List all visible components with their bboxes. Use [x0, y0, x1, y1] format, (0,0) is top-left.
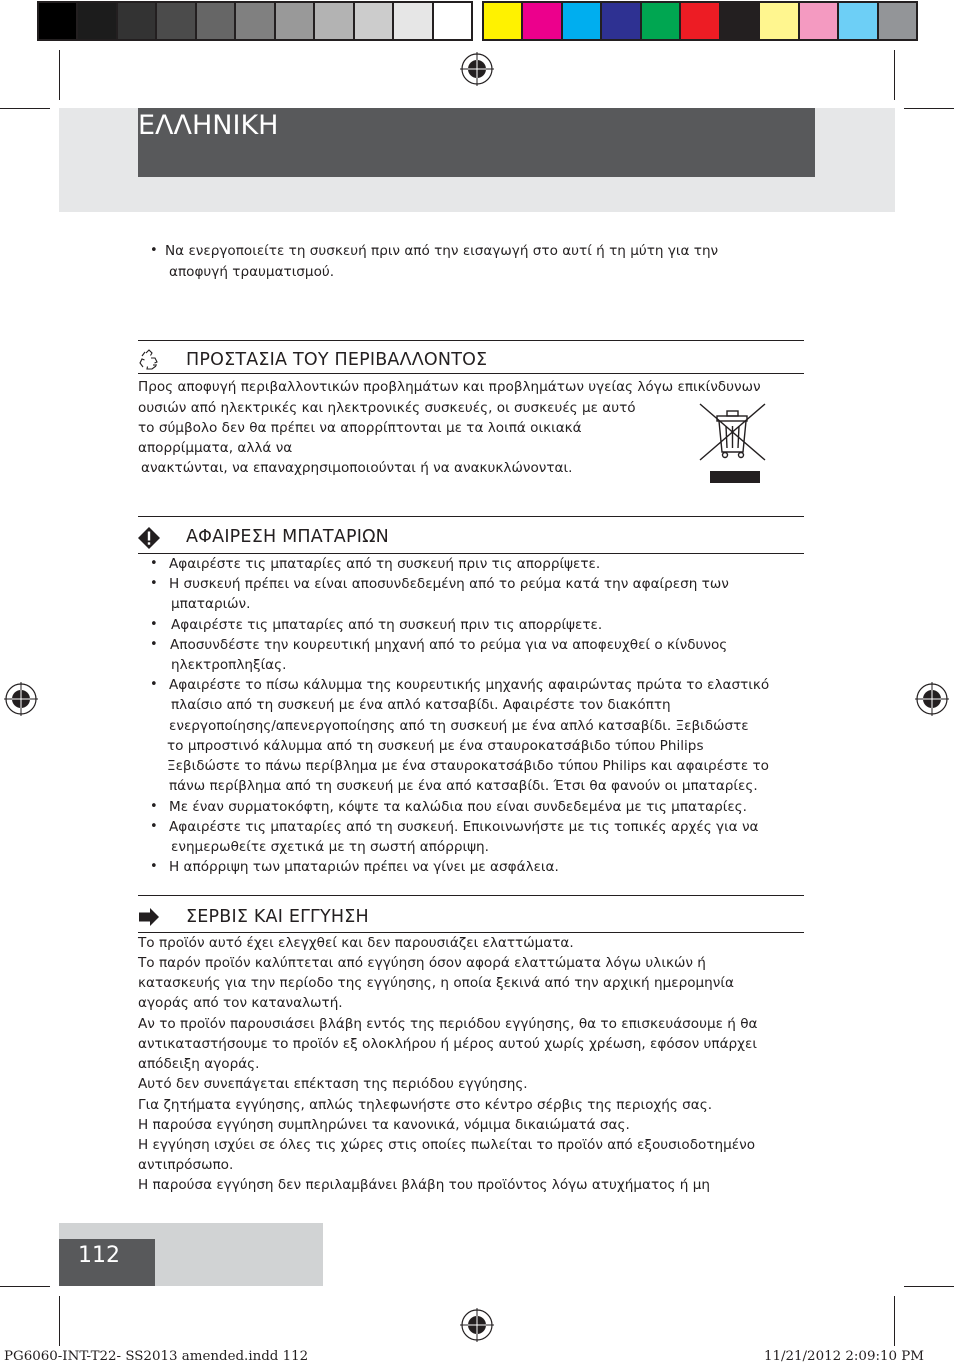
paragraph-line: αγοράς από τον καταναλωτή.: [138, 995, 343, 1011]
color-swatch: [642, 3, 681, 39]
list-item: το μπροστινό κάλυμμα από τη συσκευή με ένα σταυροκατσάβιδο τύπου Philips: [167, 738, 704, 754]
color-swatch: [681, 3, 720, 39]
list-item: Αφαιρέστε το πίσω κάλυμμα της κουρευτικής μηχανής αφαιρώντας πρώτα το ελαστικό: [169, 677, 770, 693]
bullet-icon: •: [150, 799, 158, 814]
gray-swatch: [197, 3, 236, 39]
paragraph-line: Αυτό δεν συνεπάγεται επέκταση της περιόδου εγγύησης.: [138, 1076, 528, 1092]
list-item: ενεργοποίησης/απενεργοποίησης από τη συσκευή με ένα απλό κατσαβίδι. Ξεβιδώστε: [169, 718, 749, 734]
gray-swatch: [157, 3, 196, 39]
list-item: πάνω περίβλημα από τη συσκευή με ένα από κατσαβίδι. Έτσι θα φανούν οι μπαταρίες.: [169, 778, 758, 794]
section-divider: [138, 373, 804, 374]
gray-swatch: [78, 3, 117, 39]
crop-mark: [904, 108, 954, 109]
section-heading-environment: ΠΡΟΣΤΑΣΙΑ ΤΟΥ ΠΕΡΙΒΑΛΛΟΝΤΟΣ: [186, 350, 488, 370]
footer-timestamp: 11/21/2012 2:09:10 PM: [763, 1349, 924, 1364]
process-color-bar: [482, 1, 918, 41]
list-item: Αφαιρέστε τις μπαταρίες από τη συσκευή πριν τις απορρίψετε.: [171, 617, 603, 633]
color-swatch: [879, 3, 916, 39]
paragraph-line: αντικαταστήσουμε το προϊόν εξ ολοκλήρου ή μέρος αυτού χωρίς χρέωση, εφόσον υπάρχει: [138, 1036, 757, 1052]
intro-line: Να ενεργοποιείτε τη συσκευή πριν από την εισαγωγή στο αυτί ή τη μύτη για την: [165, 243, 719, 259]
registration-mark-icon: [460, 52, 494, 86]
paragraph-line: απορρίμματα, αλλά να: [138, 440, 293, 456]
list-item: Η συσκευή πρέπει να είναι αποσυνδεδεμένη από το ρεύμα κατά την αφαίρεση των: [169, 576, 729, 592]
list-item: Η απόρριψη των μπαταριών πρέπει να γίνει με ασφάλεια.: [169, 859, 559, 875]
list-item: Ξεβιδώστε το πάνω περίβλημα με ένα σταυροκατσάβιδο τύπου Philips και αφαιρέστε το: [167, 758, 769, 774]
list-item: Αφαιρέστε τις μπαταρίες από τη συσκευή. Επικοινωνήστε με τις τοπικές αρχές για να: [169, 819, 759, 835]
paragraph-line: κατασκευής για την περίοδο της εγγύησης, η οποία ξεκινά από την αρχική ημερομηνία: [138, 975, 734, 991]
list-item: μπαταριών.: [171, 596, 251, 612]
bullet-icon: •: [150, 677, 158, 692]
crop-mark: [0, 1286, 50, 1287]
color-swatch: [839, 3, 878, 39]
bullet-icon: •: [150, 243, 158, 258]
paragraph-line: το σύμβολο δεν θα πρέπει να απορρίπτονται με τα λοιπά οικιακά: [138, 420, 582, 436]
color-swatch: [721, 3, 760, 39]
warning-icon: [138, 527, 160, 549]
paragraph-line: Προς αποφυγή περιβαλλοντικών προβλημάτων και προβλημάτων υγείας λόγω επικίνδυνων: [138, 379, 761, 395]
crop-mark: [0, 108, 50, 109]
intro-line: αποφυγή τραυματισμού.: [169, 264, 335, 280]
paragraph-line: Η εγγύηση ισχύει σε όλες τις χώρες στις οποίες πωλείται το προϊόν από εξουσιοδοτημένο: [138, 1137, 756, 1153]
grayscale-color-bar: [37, 1, 473, 41]
recycle-icon: [138, 349, 160, 371]
bullet-icon: •: [150, 617, 158, 632]
bullet-icon: •: [150, 576, 158, 591]
list-item: ηλεκτροπληξίας.: [171, 657, 287, 673]
arrow-right-icon: [138, 906, 160, 928]
crop-mark: [59, 1296, 60, 1346]
crossed-bin-icon: [699, 402, 767, 484]
list-item: Με έναν συρματοκόφτη, κόψτε τα καλώδια που είναι συνδεδεμένα με τις μπαταρίες.: [169, 799, 747, 815]
color-swatch: [800, 3, 839, 39]
gray-swatch: [118, 3, 157, 39]
list-item: Αφαιρέστε τις μπαταρίες από τη συσκευή πριν τις απορρίψετε.: [169, 556, 601, 572]
registration-mark-icon: [4, 682, 38, 716]
gray-swatch: [355, 3, 394, 39]
color-swatch: [523, 3, 562, 39]
section-heading-service: ΣΕΡΒΙΣ ΚΑΙ ΕΓΓΥΗΣΗ: [186, 907, 369, 927]
page-number: 112: [78, 1243, 120, 1268]
paragraph-line: απόδειξη αγοράς.: [138, 1056, 260, 1072]
bullet-icon: •: [150, 556, 158, 571]
color-swatch: [484, 3, 523, 39]
paragraph-line: αντιπρόσωπο.: [138, 1157, 234, 1173]
footer-file-name: PG6060-INT-T22- SS2013 amended.indd 112: [4, 1349, 309, 1364]
bullet-icon: •: [150, 859, 158, 874]
crop-mark: [894, 50, 895, 100]
gray-swatch: [315, 3, 354, 39]
crop-mark: [59, 50, 60, 100]
paragraph-line: Το προϊόν αυτό έχει ελεγχθεί και δεν παρουσιάζει ελαττώματα.: [138, 935, 574, 951]
registration-mark-icon: [915, 682, 949, 716]
section-divider: [138, 895, 804, 896]
color-swatch: [760, 3, 799, 39]
gray-swatch: [276, 3, 315, 39]
registration-mark-icon: [460, 1308, 494, 1342]
paragraph-line: ουσιών από ηλεκτρικές και ηλεκτρονικές συσκευές, οι συσκευές με αυτό: [138, 400, 636, 416]
color-swatch: [602, 3, 641, 39]
gray-swatch: [394, 3, 433, 39]
gray-swatch: [434, 3, 471, 39]
crop-mark: [904, 1286, 954, 1287]
list-item: Αποσυνδέστε την κουρευτική μηχανή από το ρεύμα για να αποφευχθεί ο κίνδυνος: [170, 637, 728, 653]
paragraph-line: Η παρούσα εγγύηση δεν περιλαμβάνει βλάβη του προϊόντος λόγω ατυχήματος ή μη: [138, 1177, 710, 1193]
color-swatch: [563, 3, 602, 39]
paragraph-line: Το παρόν προϊόν καλύπτεται από εγγύηση όσον αφορά ελαττώματα λόγω υλικών ή: [138, 955, 706, 971]
paragraph-line: Αν το προϊόν παρουσιάσει βλάβη εντός της περιόδου εγγύησης, θα το επισκευάσουμε ή θα: [138, 1016, 758, 1032]
list-item: πλαίσιο από τη συσκευή με ένα απλό κατσαβίδι. Αφαιρέστε τον διακόπτη: [171, 697, 671, 713]
section-heading-batteries: ΑΦΑΙΡΕΣΗ ΜΠΑΤΑΡΙΩΝ: [186, 527, 389, 547]
paragraph-line: Η παρούσα εγγύηση συμπληρώνει τα κανονικά, νόμιμα δικαιώματά σας.: [138, 1117, 630, 1133]
paragraph-line: ανακτώνται, να επαναχρησιμοποιούνται ή να ανακυκλώνονται.: [141, 460, 573, 476]
section-divider: [138, 340, 804, 341]
gray-swatch: [39, 3, 78, 39]
section-divider: [138, 516, 804, 517]
page-title: ΕΛΛΗΝΙΚΗ: [138, 110, 279, 141]
bullet-icon: •: [150, 819, 158, 834]
bullet-icon: •: [150, 637, 158, 652]
paragraph-line: Για ζητήματα εγγύησης, απλώς τηλεφωνήστε στο κέντρο σέρβις της περιοχής σας.: [138, 1097, 713, 1113]
gray-swatch: [236, 3, 275, 39]
list-item: ενημερωθείτε σχετικά με τη σωστή απόρριψη.: [171, 839, 489, 855]
crop-mark: [894, 1296, 895, 1346]
